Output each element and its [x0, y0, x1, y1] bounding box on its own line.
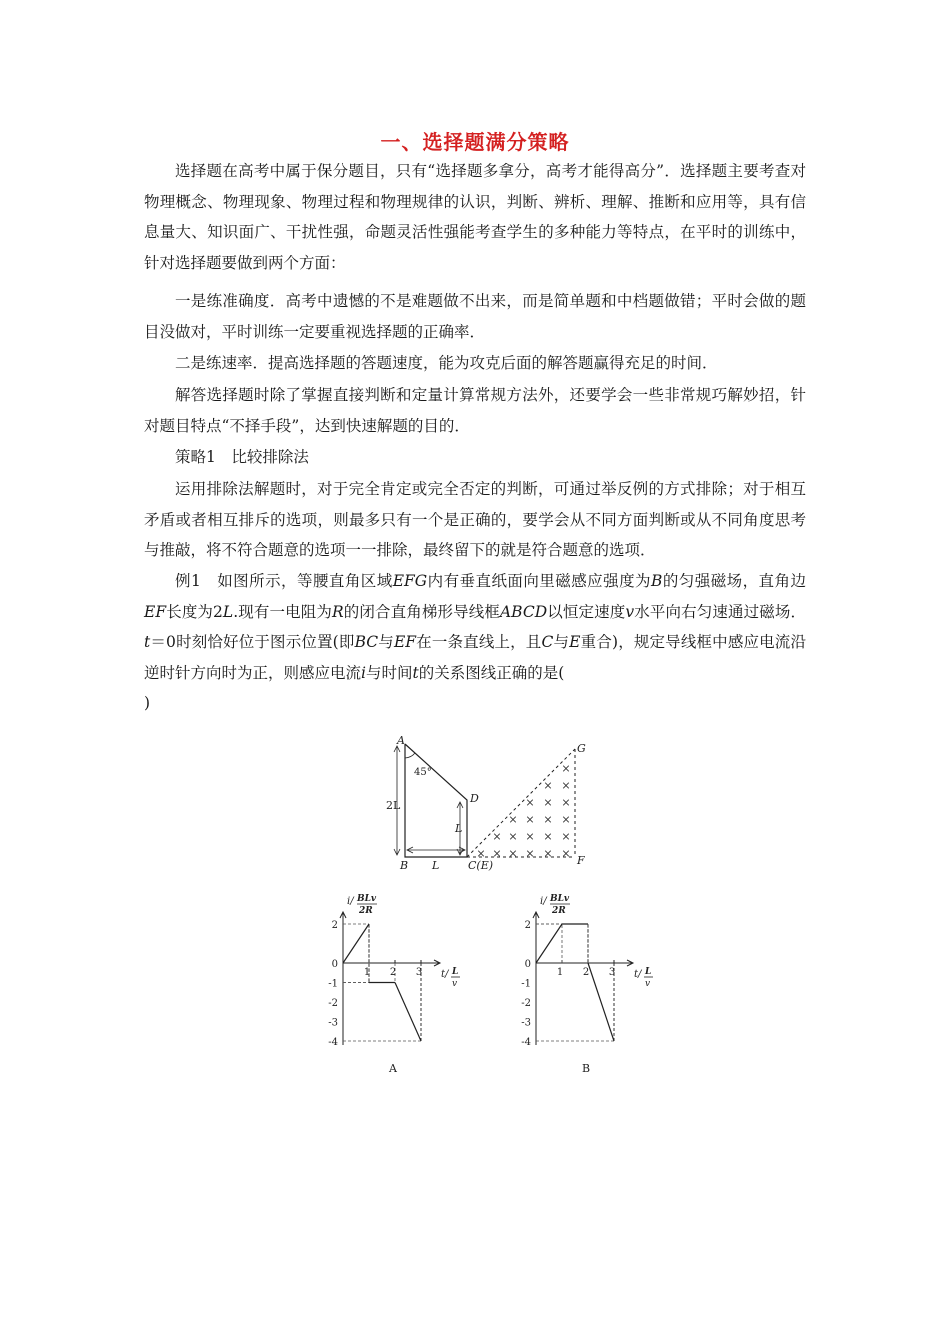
- x-unit-numerator: L: [452, 967, 459, 977]
- y-tick-label: -3: [521, 1017, 531, 1029]
- x-tick-label: 3: [415, 967, 423, 978]
- field-cross: ×: [525, 847, 535, 860]
- current-curve: [536, 924, 614, 1041]
- example-text: C: [541, 633, 554, 651]
- graph-caption: B: [581, 1062, 591, 1075]
- field-cross: ×: [508, 847, 518, 860]
- x-unit-denominator: v: [645, 979, 651, 989]
- y-tick-label: 0: [524, 959, 531, 970]
- y-tick-label: -4: [328, 1037, 338, 1048]
- field-cross: ×: [543, 847, 553, 860]
- y-tick-label: -2: [521, 998, 531, 1009]
- field-cross: ×: [561, 796, 571, 809]
- example-text: EFG: [392, 572, 428, 590]
- dim-l-bottom-label: L: [432, 859, 440, 872]
- example-text: E: [569, 633, 581, 651]
- dim-2l-label: 2L: [386, 799, 401, 812]
- example-text: 与: [553, 633, 570, 651]
- magnetic-field-crosses: [476, 762, 570, 860]
- vertex-c-label: C(E): [468, 859, 494, 872]
- field-cross: ×: [561, 779, 571, 792]
- graph-caption: A: [389, 1062, 397, 1075]
- guide-lines: [536, 924, 614, 1041]
- field-cross: ×: [561, 762, 571, 775]
- example-text: v: [625, 602, 635, 621]
- field-cross: ×: [561, 813, 571, 826]
- example-text: 与时间: [365, 663, 413, 682]
- field-hypotenuse: [467, 749, 575, 857]
- example-text: L: [222, 602, 234, 621]
- intro-paragraph: 选择题在高考中属于保分题目，只有“选择题多拿分，高考才能得高分”．选择题主要考查对物理概念、物理现象、物理过程和物理规律的认识，判断、辨析、理解、推断和应用等，具有信息量大、知识面广、干扰性强，命题灵活性强能考查学生的多种能力等特点，在平时的训练中，针对选择题要做到两个方面：: [144, 162, 806, 272]
- example-text: ABCD: [499, 602, 548, 621]
- field-cross: ×: [561, 847, 571, 860]
- vertex-f-label: F: [577, 854, 585, 867]
- x-tick-labels: [364, 967, 422, 978]
- x-tick-label: 1: [556, 967, 564, 978]
- y-unit-numerator: BLv: [357, 894, 377, 904]
- example-text: 水平向右匀速通过磁场．: [634, 602, 806, 621]
- field-cross: ×: [543, 796, 553, 809]
- vertex-a-label: A: [397, 734, 405, 747]
- angle-arc: [405, 753, 415, 758]
- y-tick-label: -3: [328, 1017, 338, 1029]
- example-text: t: [144, 633, 151, 651]
- x-tick-labels: [557, 967, 615, 978]
- example-text: EF: [144, 602, 167, 621]
- y-tick-labels: [328, 920, 338, 1048]
- x-tick-label: 2: [389, 967, 397, 978]
- example-text: 的闭合直角梯形导线框: [343, 602, 500, 621]
- example-text: .现有一电阻为: [233, 602, 332, 621]
- field-cross: ×: [508, 830, 518, 843]
- x-unit-numerator: L: [645, 967, 652, 977]
- y-tick-label: -2: [328, 998, 338, 1009]
- field-cross: ×: [543, 813, 553, 826]
- field-cross: ×: [543, 779, 553, 792]
- y-tick-label: 0: [331, 959, 338, 970]
- y-tick-label: -1: [521, 978, 531, 990]
- example-text: 内有垂直纸面向里磁感应强度为: [427, 572, 651, 590]
- field-cross: ×: [476, 847, 486, 860]
- accuracy-paragraph: 一是练准确度．高考中遗憾的不是难题做不出来，而是简单题和中档题做错；平时会做的题目没做对，平时训练一定要重视选择题的正确率．: [144, 292, 806, 341]
- vertex-b-label: B: [400, 859, 409, 872]
- graph-b: [508, 890, 668, 1075]
- y-tick-label: 2: [524, 920, 531, 931]
- field-cross: ×: [561, 830, 571, 843]
- y-tick-label: 2: [331, 920, 338, 931]
- y-unit-label: i/: [347, 896, 354, 907]
- example-text: 重合)，规定导线框中感应电流沿逆时针方向时为正，则感应电流: [144, 633, 806, 682]
- y-tick-label: -4: [521, 1037, 531, 1048]
- example-text: EF: [393, 633, 417, 651]
- y-tick-label: -1: [328, 978, 338, 990]
- field-cross: ×: [492, 847, 502, 860]
- curve-segment: [536, 924, 562, 963]
- example-text: 长度为2: [166, 602, 223, 621]
- curve-segment: [343, 924, 369, 963]
- example-text: ＝0时刻恰好位于图示位置(即: [150, 633, 355, 651]
- example-text: 的关系图线正确的是(: [418, 663, 565, 682]
- elimination-paragraph: 运用排除法解题时，对于完全肯定或完全否定的判断，可通过举反例的方式排除；对于相互矛盾或者相互排斥的选项，则最多只有一个是正确的，要学会从不同方面判断或从不同角度思考与推敲，将不符合题意的选项一一排除，最终留下的就是符合题意的选项．: [144, 480, 806, 559]
- curve-segment: [395, 983, 421, 1042]
- x-unit-label: t/: [441, 969, 449, 980]
- field-cross: ×: [525, 830, 535, 843]
- tricks-paragraph: 解答选择题时除了掌握直接判断和定量计算常规方法外，还要学会一些非常规巧解妙招，针对题目特点“不择手段”，达到快速解题的目的．: [144, 386, 806, 435]
- example-text: 例1 如图所示，等腰直角区域: [175, 572, 393, 590]
- circuit-field-diagram: [380, 732, 610, 877]
- example-text: R: [331, 602, 344, 621]
- example-text: 在一条直线上，且: [416, 633, 542, 651]
- field-cross: ×: [525, 813, 535, 826]
- x-tick-label: 2: [582, 967, 590, 978]
- x-unit-label: t/: [634, 969, 642, 980]
- strategy-heading: 策略1 比较排除法: [175, 448, 309, 466]
- example-text: 与: [378, 633, 394, 651]
- speed-paragraph: 二是练速率．提高选择题的答题速度，能为攻克后面的解答题赢得充足的时间．: [175, 354, 718, 372]
- example-text: i: [361, 663, 366, 682]
- graph-a: [315, 890, 475, 1075]
- x-tick-label: 3: [608, 967, 616, 978]
- y-unit-denominator: 2R: [552, 906, 566, 916]
- vertex-g-label: G: [577, 742, 586, 755]
- example-paragraph: [144, 566, 806, 719]
- field-cross: ×: [508, 813, 518, 826]
- example-text: BC: [354, 633, 379, 651]
- example-text: B: [650, 572, 663, 590]
- field-cross: ×: [492, 830, 502, 843]
- vertex-d-label: D: [470, 792, 479, 805]
- y-unit-denominator: 2R: [359, 906, 373, 916]
- page-title: 一、选择题满分策略: [380, 130, 570, 154]
- y-unit-label: i/: [540, 896, 547, 907]
- x-tick-label: 1: [363, 967, 371, 978]
- x-unit-denominator: v: [452, 979, 458, 989]
- dim-l-right-label: L: [455, 822, 463, 835]
- example-text: t: [412, 663, 419, 682]
- field-cross: ×: [525, 796, 535, 809]
- example-text: ): [144, 694, 151, 712]
- field-cross: ×: [543, 830, 553, 843]
- y-unit-numerator: BLv: [550, 894, 570, 904]
- angle-label: 45°: [414, 767, 432, 778]
- y-tick-labels: [521, 920, 531, 1048]
- example-text: 的匀强磁场，直角边: [662, 572, 806, 590]
- frame-outline: [405, 744, 467, 857]
- example-text: 以恒定速度: [547, 602, 626, 621]
